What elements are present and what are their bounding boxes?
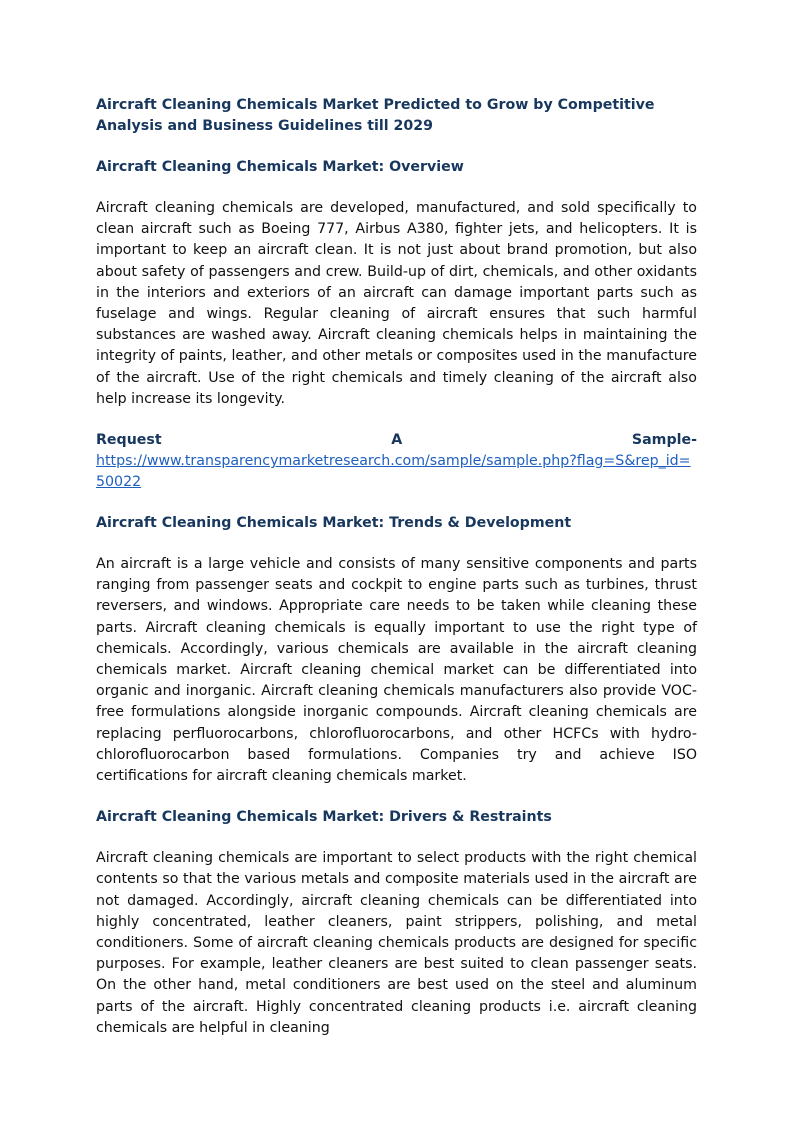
- document-title: Aircraft Cleaning Chemicals Market Predicted to Grow by Competitive Analysis and Business Guidelines till 2029: [96, 97, 655, 134]
- request-sample-line: [96, 430, 697, 451]
- drivers-paragraph: Aircraft cleaning chemicals are important to select products with the right chemical contents so that the various metals and composite materials used in the aircraft are not damaged. Accordingly, aircraft cleaning chemicals can be differentiated into highly concentrated, leather cleaners, paint strippers, polishing, and metal conditioners. Some of aircraft cleaning chemicals products are designed for specific purposes. For example, leather cleaners are best suited to clean passenger seats. On the other hand, metal conditioners are best used on the steel and aluminum parts of the aircraft. Highly concentrated cleaning products i.e. aircraft cleaning chemicals are helpful in cleaning: [96, 850, 697, 1036]
- a-word: A: [391, 432, 403, 449]
- sample-word: Sample-: [631, 432, 697, 449]
- overview-paragraph: Aircraft cleaning chemicals are developed, manufactured, and sold specifically to clean aircraft such as Boeing 777, Airbus A380, fighter jets, and helicopters. It is important to keep an aircraft clean. It is not just about brand promotion, but also about safety of passengers and crew. Build-up of dirt, chemicals, and other oxidants in the interiors and exteriors of an aircraft can damage important parts such as fuselage and wings. Regular cleaning of aircraft ensures that such harmful substances are washed away. Aircraft cleaning chemicals helps in maintaining the integrity of paints, leather, and other metals or composites used in the manufacture of the aircraft. Use of the right chemicals and timely cleaning of the aircraft also help increase its longevity.: [96, 200, 697, 407]
- sample-request-link[interactable]: https://www.transparencymarketresearch.com/sample/sample.php?flag=S&rep_id=50022: [96, 453, 691, 491]
- trends-paragraph: An aircraft is a large vehicle and consists of many sensitive components and parts ranging from passenger seats and cockpit to engine parts such as turbines, thrust reversers, and windows. Appropriate care needs to be taken while cleaning these parts. Aircraft cleaning chemicals is equally important to use the right type of chemicals. Accordingly, various chemicals are available in the aircraft cleaning chemicals market. Aircraft cleaning chemical market can be differentiated into organic and inorganic. Aircraft cleaning chemicals manufacturers also provide VOC-free formulations alongside inorganic compounds. Aircraft cleaning chemicals are replacing perfluorocarbons, chlorofluorocarbons, and other HCFCs with hydro-chlorofluorocarbon based formulations. Companies try and achieve ISO certifications for aircraft cleaning chemicals market.: [96, 556, 697, 785]
- drivers-heading: Aircraft Cleaning Chemicals Market: Drivers & Restraints: [96, 809, 552, 826]
- overview-heading: Aircraft Cleaning Chemicals Market: Overview: [96, 159, 464, 175]
- trends-heading: Aircraft Cleaning Chemicals Market: Trends & Development: [96, 515, 572, 532]
- document-page: [96, 95, 697, 1059]
- request-word: Request: [96, 432, 162, 449]
